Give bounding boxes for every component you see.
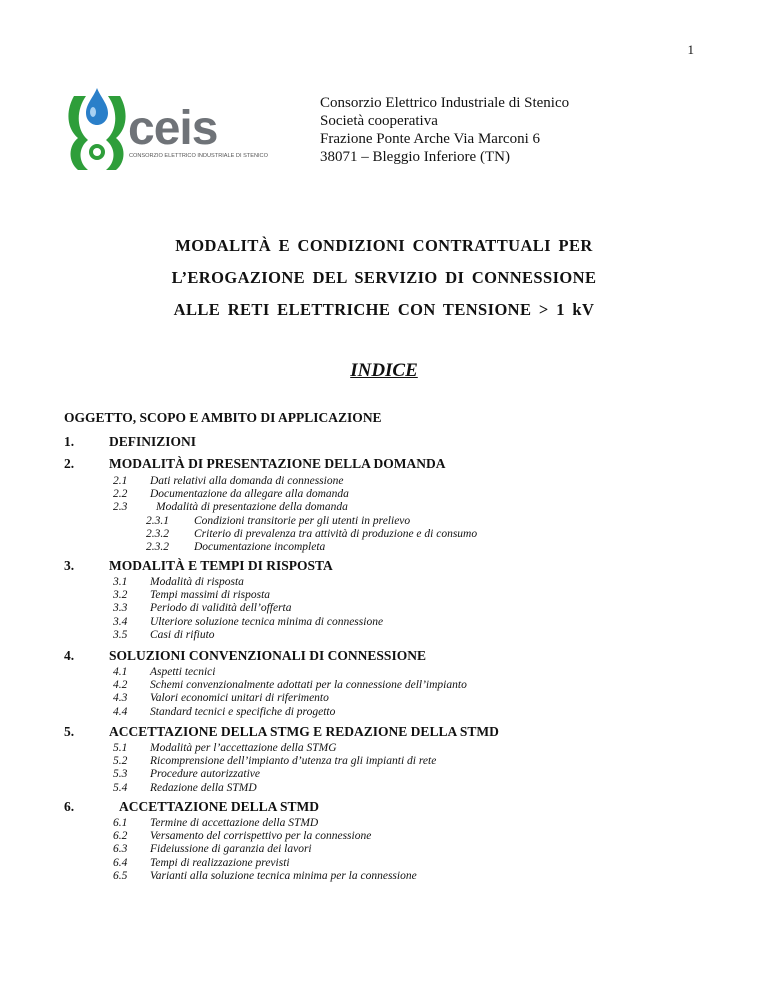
ceis-emblem-icon bbox=[68, 88, 125, 170]
toc-subsection: 3.3 Periodo di validità dell’offerta bbox=[113, 602, 292, 615]
page-number: 1 bbox=[687, 42, 694, 57]
toc-subsection: 4.4 Standard tecnici e specifiche di progetto bbox=[113, 705, 336, 718]
toc-subsection: 2.3.2 Criterio di prevalenza tra attività di produzione e di consumo bbox=[146, 527, 478, 540]
address-line: Società cooperativa bbox=[320, 113, 438, 129]
toc-subsection: 2.3 Modalità di presentazione della domanda bbox=[113, 501, 348, 514]
toc-subsection: 6.3 Fideiussione di garanzia dei lavori bbox=[113, 843, 312, 856]
toc-section-title: MODALITÀ DI PRESENTAZIONE DELLA DOMANDA bbox=[109, 456, 446, 471]
toc-subsection: 6.1 Termine di accettazione della STMD bbox=[113, 817, 319, 829]
toc-subsection: 3.1 Modalità di risposta bbox=[113, 576, 244, 588]
toc-subsection: 3.2 Tempi massimi di risposta bbox=[113, 589, 271, 602]
toc-subsection: 2.1 Dati relativi alla domanda di connessione bbox=[113, 475, 344, 487]
toc-subsection-list bbox=[113, 742, 436, 795]
company-address bbox=[320, 94, 569, 166]
address-line: Consorzio Elettrico Industriale di Stenico bbox=[320, 95, 570, 111]
toc-subsection-list bbox=[113, 817, 417, 883]
index-heading: INDICE bbox=[350, 360, 418, 381]
toc-subsection: 5.2 Ricomprensione dell’impianto d’utenza tra gli impianti di rete bbox=[113, 755, 437, 768]
toc-section-title: MODALITÀ E TEMPI DI RISPOSTA bbox=[109, 558, 333, 573]
toc-subsection: 2.3.2 Documentazione incompleta bbox=[146, 541, 326, 554]
toc-section-title: DEFINIZIONI bbox=[109, 434, 197, 449]
toc-subsection-list bbox=[113, 576, 383, 642]
toc-subsection: 4.2 Schemi convenzionalmente adottati per la connessione dell’impianto bbox=[113, 679, 467, 692]
logo-wordmark: ceis bbox=[128, 102, 218, 155]
toc-section-number: 6. bbox=[64, 799, 75, 814]
ceis-logo bbox=[64, 82, 274, 174]
document-title-line: MODALITÀ E CONDIZIONI CONTRATTUALI PER bbox=[175, 236, 593, 255]
toc-subsection: 6.5 Varianti alla soluzione tecnica minima per la connessione bbox=[113, 869, 417, 882]
toc-intro-heading: OGGETTO, SCOPO E AMBITO DI APPLICAZIONE bbox=[64, 410, 382, 425]
toc-subsection: 3.5 Casi di rifiuto bbox=[113, 628, 215, 641]
toc-subsection: 4.3 Valori economici unitari di riferimento bbox=[113, 692, 329, 705]
document-title-line: L’EROGAZIONE DEL SERVIZIO DI CONNESSIONE bbox=[171, 268, 597, 287]
toc-section-title: ACCETTAZIONE DELLA STMG E REDAZIONE DELLA STMD bbox=[109, 724, 499, 739]
toc-section-number: 1. bbox=[64, 434, 75, 449]
toc-subsection: 4.1 Aspetti tecnici bbox=[113, 666, 216, 678]
toc-subsection-list bbox=[113, 475, 477, 554]
toc-section-6 bbox=[64, 799, 319, 815]
logo-tagline: CONSORZIO ELETTRICO INDUSTRIALE DI STENICO bbox=[129, 153, 268, 159]
toc-subsection-list bbox=[113, 666, 467, 719]
toc-section-number: 3. bbox=[64, 558, 75, 573]
toc-subsection: 6.4 Tempi di realizzazione previsti bbox=[113, 856, 290, 869]
toc-section-number: 4. bbox=[64, 648, 75, 663]
toc-subsection: 5.4 Redazione della STMD bbox=[113, 781, 257, 794]
toc-section-2 bbox=[64, 456, 446, 472]
toc-subsection: 5.1 Modalità per l’accettazione della STMG bbox=[113, 742, 337, 754]
toc-section-title: SOLUZIONI CONVENZIONALI DI CONNESSIONE bbox=[109, 648, 426, 663]
toc-section-3 bbox=[64, 558, 333, 574]
address-line: 38071 – Bleggio Inferiore (TN) bbox=[320, 149, 510, 165]
toc-section-number: 5. bbox=[64, 724, 75, 739]
toc-section-number: 2. bbox=[64, 456, 75, 471]
toc-section-4 bbox=[64, 648, 426, 664]
document-title-line: ALLE RETI ELETTRICHE CON TENSIONE > 1 kV bbox=[173, 300, 595, 319]
toc-section-5 bbox=[64, 724, 499, 740]
toc-subsection: 2.2 Documentazione da allegare alla domanda bbox=[113, 488, 349, 501]
toc-subsection: 3.4 Ulteriore soluzione tecnica minima di connessione bbox=[113, 615, 384, 628]
toc-subsection: 2.3.1 Condizioni transitorie per gli utenti in prelievo bbox=[146, 514, 411, 527]
toc-subsection: 5.3 Procedure autorizzative bbox=[113, 768, 260, 781]
toc-section-title: ACCETTAZIONE DELLA STMD bbox=[119, 799, 320, 814]
toc-section-1 bbox=[64, 434, 196, 450]
address-line: Frazione Ponte Arche Via Marconi 6 bbox=[320, 131, 541, 147]
toc-subsection: 6.2 Versamento del corrispettivo per la connessione bbox=[113, 830, 372, 843]
